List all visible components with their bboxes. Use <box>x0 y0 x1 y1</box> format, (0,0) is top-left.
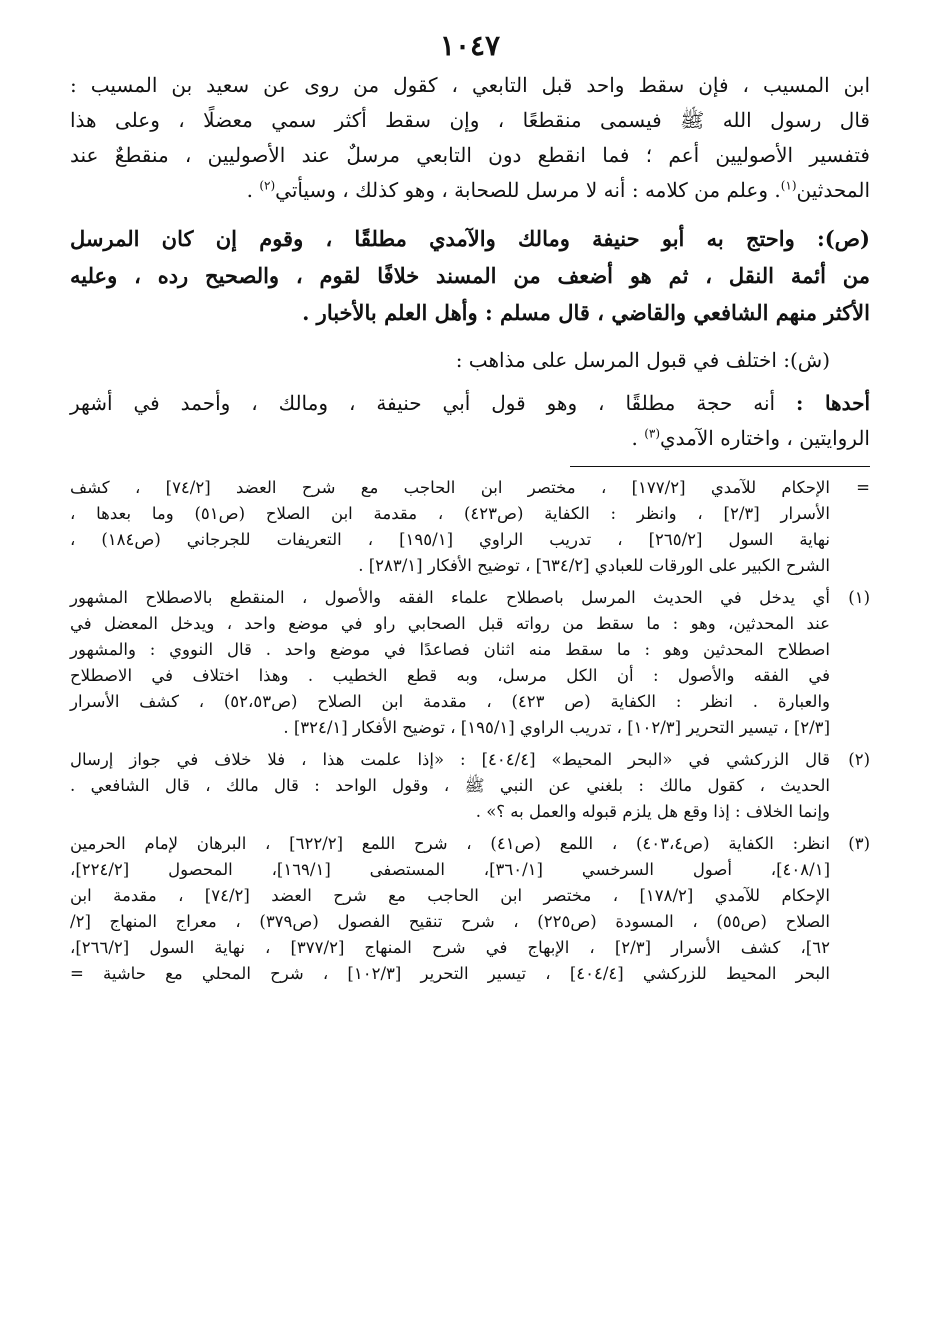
text-line <box>70 421 870 456</box>
footnote-line: ٦٢]، كشف الأسرار [٢/٣] ، الإبهاج في شرح المنهاج [٣٧٧/٢] ، نهاية السول [٢٦٦/٢]، <box>70 938 830 957</box>
footnote-line: الأسرار [٢/٣] ، وانظر : الكفاية (ص٤٢٣) ، مقدمة ابن الصلاح (ص٥١) وما بعدها ، <box>70 504 830 523</box>
footnote-line: قال الزركشي في «البحر المحيط» [٤٠٤/٤] : «إذا علمت هذا ، فلا خلاف في جواز إرسال <box>70 750 830 769</box>
text-fragment: . وعلم من كلامه : أنه لا مرسل للصحابة ، وهو كذلك ، وسيأتي <box>275 178 781 202</box>
page-number: ١٠٤٧ <box>439 29 501 62</box>
footnote-line: [٢/٣] ، تيسير التحرير [١٠٢/٣] ، تدريب الراوي [١٩٥/١] ، توضيح الأفكار [٣٢٤/١] . <box>283 718 830 737</box>
footnote-2 <box>70 747 870 825</box>
footnote-line: الصلاح (ص٥٥) ، المسودة (ص٢٢٥) ، شرح تنقيح الفصول (ص٣٧٩) ، معراج المنهاج [٢/ <box>70 912 831 931</box>
book-page <box>70 28 870 993</box>
footnote-line: الشرح الكبير على الورقات للعبادي [٦٣٤/٢] ، توضيح الأفكار [٢٨٣/١] . <box>358 556 830 575</box>
footnote-line: [٤٠٨/١]، أصول السرخسي [٣٦٠/١]، المستصفى [١٦٩/١]، المحصول [٢٢٤/٢]، <box>70 860 830 879</box>
footnote-line: وإنما الخلاف : إذا وقع هل يلزم قبوله والعمل به ؟» . <box>475 802 830 821</box>
text-line: ابن المسيب ، فإن سقط واحد قبل التابعي ، كقول من روى عن سعيد بن المسيب : <box>70 73 870 97</box>
footnote-line: اصطلاح المحدثين وهو : ما سقط منه اثنان فصاعدًا في موضع واحد . قال النووي : والمشهور <box>70 640 830 659</box>
matn-line: من أئمة النقل ، ثم هو أضعف من المسند خلافًا لقوم ، والصحيح رده ، وعليه <box>70 263 870 288</box>
text-fragment: . <box>631 426 645 450</box>
sharh-heading: (ش): اختلف في قبول المرسل على مذاهب : <box>455 348 830 372</box>
footnote-ref: (١) <box>780 178 797 193</box>
matn-paragraph <box>70 220 870 331</box>
footnote-body <box>70 747 830 825</box>
footnotes <box>70 475 870 987</box>
footnote-line: الحديث ، كقول مالك : بلغني عن النبي ﷺ ، وقول الواحد : قال مالك ، قال الشافعي . <box>70 776 830 795</box>
text-fragment: . <box>246 178 260 202</box>
footnote-line: البحر المحيط للزركشي [٤٠٤/٤] ، تيسير التحرير [١٠٢/٣] ، شرح المحلي مع حاشية = <box>70 964 830 983</box>
footnote-line: الإحكام للآمدي [١٧٧/٢] ، مختصر ابن الحاجب مع شرح العضد [٧٤/٢] ، كشف <box>70 478 830 497</box>
matn-line: (ص): واحتج به أبو حنيفة ومالك والآمدي مطلقًا ، وقوم إن كان المرسل <box>70 226 870 251</box>
view-label: أحدها : <box>796 391 871 415</box>
text-fragment: أنه حجة مطلقًا ، وهو قول أبي حنيفة ، ومالك ، وأحمد في أشهر <box>70 391 797 415</box>
text-fragment: المحدثين <box>796 178 870 202</box>
footnote-line: والعبارة . انظر : الكفاية (ص ٤٢٣) ، مقدمة ابن الصلاح (ص٥٢،٥٣) ، كشف الأسرار <box>70 692 830 711</box>
footnote-mark: (١) <box>848 588 870 607</box>
footnote-ref: (٢) <box>259 178 276 193</box>
footnote-line: في الفقه والأصول : أن الكل مرسل، وبه قطع الخطيب . وهذا اختلاف في الاصطلاح <box>70 666 830 685</box>
footnote-body <box>70 475 830 579</box>
footnote-mark: (٢) <box>848 750 870 769</box>
footnote-3 <box>70 831 870 987</box>
footnote-line: عند المحدثين، وهو : ما سقط من رواته قبل الصحابي راو في موضع واحد ، ويدخل المعضل في <box>70 614 830 633</box>
matn-line: الأكثر منهم الشافعي والقاضي ، قال مسلم : وأهل العلم بالأخبار . <box>302 300 870 325</box>
text-fragment: الروايتين ، واختاره الآمدي <box>660 426 870 450</box>
text-line <box>70 173 870 208</box>
footnote-body <box>70 831 830 987</box>
footnote-separator <box>570 466 870 467</box>
footnote-line: انظر: الكفاية (ص٤٠٣،٤) ، اللمع (ص٤١) ، شرح اللمع [٦٢٢/٢] ، البرهان لإمام الحرمين <box>70 834 830 853</box>
footnote-mark: = <box>856 478 870 497</box>
footnote-line: الإحكام للآمدي [١٧٨/٢] ، مختصر ابن الحاجب مع شرح العضد [٧٤/٢] ، مقدمة ابن <box>70 886 831 905</box>
text-line: فتفسير الأصوليين أعم ؛ فما انقطع دون التابعي مرسلٌ عند الأصوليين ، منقطعٌ عند <box>70 143 870 167</box>
footnote-mark: (٣) <box>848 834 870 853</box>
footnote-line: نهاية السول [٢٦٥/٢] ، تدريب الراوي [١٩٥/١] ، التعريفات للجرجاني (ص١٨٤) ، <box>70 530 830 549</box>
footnote-1 <box>70 585 870 741</box>
text-line: قال رسول الله ﷺ فيسمى منقطعًا ، وإن سقط أكثر سمي معضلًا ، وعلى هذا <box>70 108 870 132</box>
first-view-paragraph <box>70 386 870 456</box>
footnote-line: أي يدخل في الحديث المرسل باصطلاح علماء الفقه والأصول ، المنقطع بالاصطلاح المشهور <box>70 588 830 607</box>
footnote-body <box>70 585 830 741</box>
text-line <box>70 386 870 421</box>
footnote-continuation <box>70 475 870 579</box>
footnote-ref: (٣) <box>644 426 661 441</box>
intro-paragraph <box>70 68 870 208</box>
